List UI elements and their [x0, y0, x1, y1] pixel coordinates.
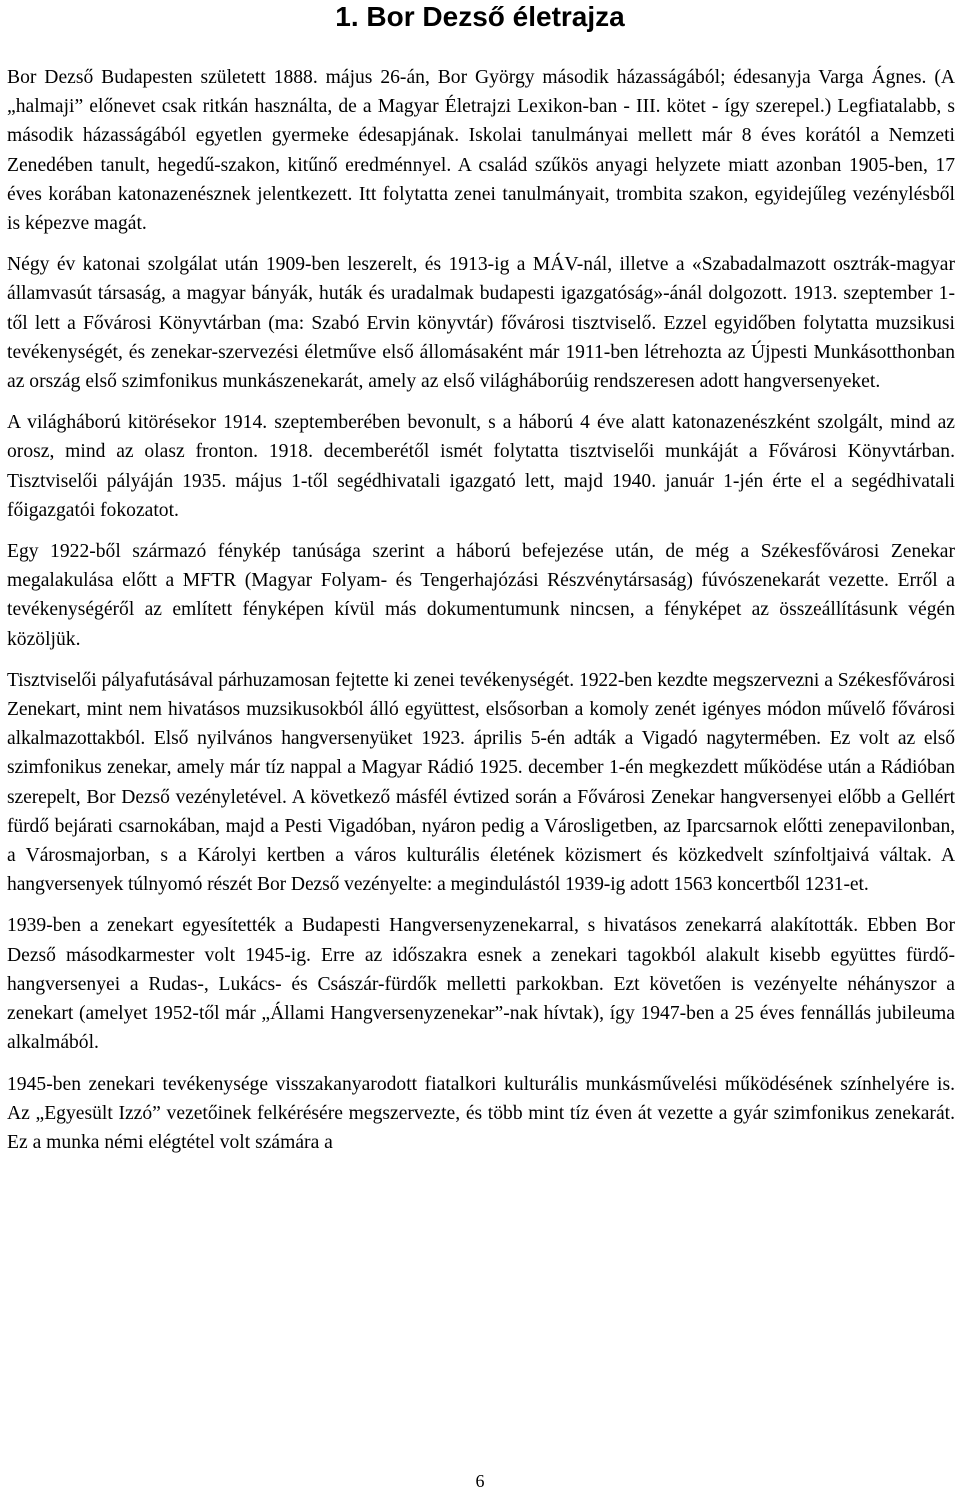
paragraph-1939: 1939-ben a zenekart egyesítették a Budapesti Hangversenyzenekarral, s hivatásos zenekarrá alakították. Ebben Bor Dezső másodkarmester volt 1945-ig. Erre az időszakra esnek a zenekari tagokból alakult kisebb együttes fürdő-hangversenyei a Rudas-, Lukács- és Császár-fürdők melletti parkokban. Ezt követően is vezényelte néhányszor a zenekart (amelyet 1952-től már „Állami Hangversenyzenekar”-nak hívtak), így 1947-ben a 25 éves fennállás jubileuma alkalmából. [7, 915, 955, 1054]
paragraph-world-war: A világháború kitörésekor 1914. szeptemberében bevonult, s a háború 4 éve alatt katonazenészként szolgált, mind az orosz, mind az olasz fronton. 1918. decemberétől ismét folytatta tisztviselői munkáját a Fővárosi Könyvtárban. Tisztviselői pályáján 1935. május 1-től segédhivatali igazgató lett, majd 1940. január 1-jén érte el a segédhivatali főigazgatói fokozatot. [7, 412, 955, 521]
body-text [7, 63, 955, 1169]
paragraph-photograph: Egy 1922-ből származó fénykép tanúsága szerint a háború befejezése után, de még a Székesfővárosi Zenekar megalakulása előtt a MFTR (Magyar Folyam- és Tengerhajózási Részvénytársaság) fúvószenekarát vezette. Erről a tevékenységéről az említett fényképen kívül más dokumentumunk nincsen, a fényképet az összeállításunk végén közöljük. [7, 541, 955, 650]
paragraph-military-service: Négy év katonai szolgálat után 1909-ben leszerelt, és 1913-ig a MÁV-nál, illetve a «Szabadalmazott osztrák-magyar államvasút társaság, a magyar bányák, huták és uradalmak budapesti igazgatóság»-ánál dolgozott. 1913. szeptember 1-től lett a Fővárosi Könyvtárban (ma: Szabó Ervin könyvtár) fővárosi tisztviselő. Ezzel egyidőben folytatta muzsikusi tevékenységét, és zenekar-szervezési életműve első állomásaként már 1911-ben létrehozta az Újpesti Munkásotthonban az ország első szimfonikus munkászenekarát, amely az első világháborúig rendszeresen adott hangversenyeket. [7, 254, 955, 393]
page-title: 1. Bor Dezső életrajza [335, 1, 625, 32]
paragraph-birth: Bor Dezső Budapesten született 1888. május 26-án, Bor György második házasságából; édesanyja Varga Ágnes. (A „halmaji” előnevet csak ritkán használta, de a Magyar Életrajzi Lexikon-ban - III. kötet - így szerepel.) Legfiatalabb, s második házasságából egyetlen gyermeke édesapjának. Iskolai tanulmányai mellett már 8 éves korától a Nemzeti Zenedében tanult, hegedű-szakon, kitűnő eredménnyel. A család szűkös anyagi helyzete miatt azonban 1905-ben, 17 éves korában katonazenésznek jelentkezett. Itt folytatta zenei tanulmányait, trombita szakon, egyidejűleg vezénylésből is képezve magát. [7, 67, 955, 235]
paragraph-1945: 1945-ben zenekari tevékenysége visszakanyarodott fiatalkori kulturális munkásművelési működésének színhelyére is. Az „Egyesült Izzó” vezetőinek felkérésére megszervezte, és több mint tíz éven át vezette a gyár szimfonikus zenekarát. Ez a munka némi elégtétel volt számára a [7, 1073, 955, 1153]
page-number: 6 [475, 1471, 485, 1491]
paragraph-orchestra: Tisztviselői pályafutásával párhuzamosan fejtette ki zenei tevékenységét. 1922-ben kezdte megszervezni a Székesfővárosi Zenekart, mint nem hivatásos muzsikusokból álló együttest, elsősorban a komoly zenét igényes módon művelő fővárosi alkalmazottakból. Első nyilvános hangversenyüket 1923. április 5-én adták a Vigadó nagytermében. Ez volt az első szimfonikus zenekar, amely már tíz nappal a Magyar Rádió 1925. december 1-én megkezdett működése után a Rádióban szerepelt, Bor Dezső vezényletével. A következő másfél évtized során a Fővárosi Zenekar hangversenyei előbb a Gellért fürdő bejárati csarnokában, majd a Pesti Vigadóban, nyáron pedig a Városligetben, az Iparcsarnok előtti zenepavilonban, a Városmajorban, s a Károlyi kertben a város kulturális életének közismert és közkedvelt színfoltjaivá váltak. A hangversenyek túlnyomó részét Bor Dezső vezényelte: a megindulástól 1939-ig adott 1563 koncertből 1231-et. [7, 669, 955, 896]
